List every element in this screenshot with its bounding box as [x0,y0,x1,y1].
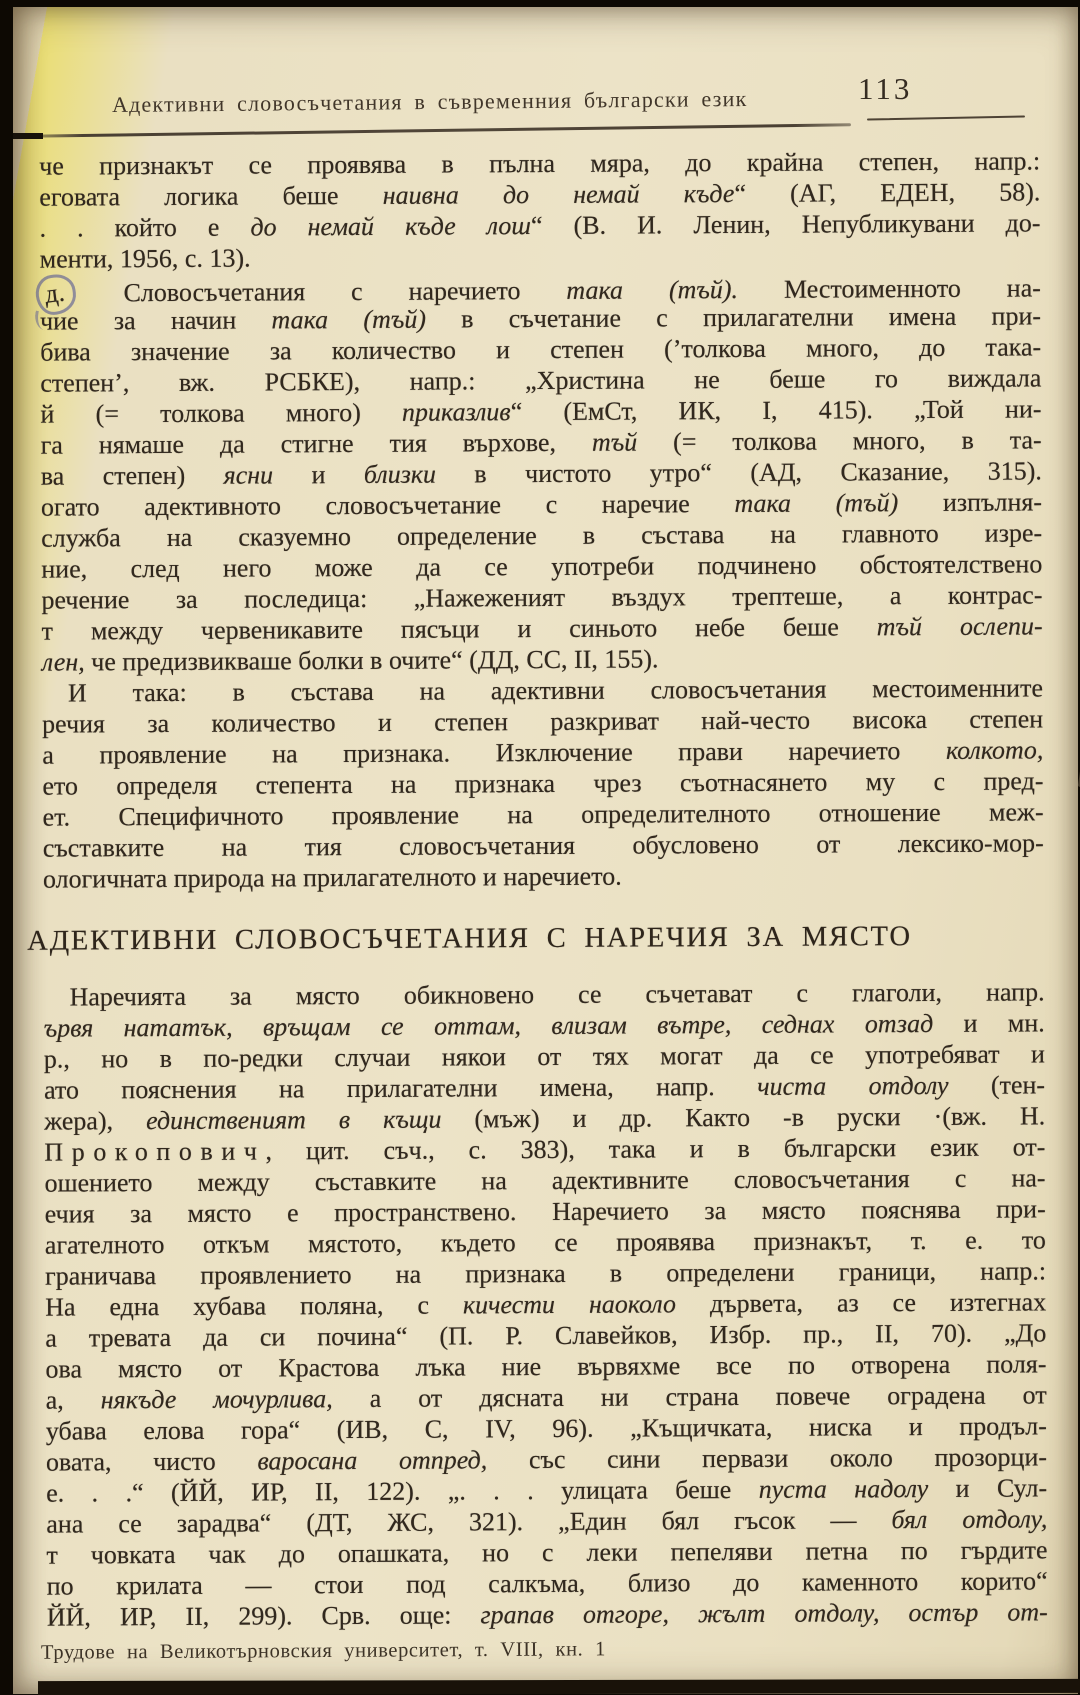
text-line [43,827,1044,863]
text-segment: и мн. [933,1008,1045,1038]
text-line [43,858,1044,894]
text-segment: “ (ЕмСт, ИК, I, 415). „Той ни- [510,394,1042,427]
text-segment: речия за количество и степен разкриват най-често висока степен [42,704,1044,739]
text-segment: агателното откъм мястото, където се проявява признакът, т. е. то [44,1225,1046,1260]
text-segment: овата, чисто [45,1446,258,1477]
text-segment: , цит. съч., с. 383), така и в български език от- [265,1132,1046,1166]
text-segment: пуста надолу [758,1473,929,1504]
text-segment: изпълня- [898,487,1043,518]
text-segment: ЙЙ, ИР, II, 299). Срв. още: [46,1600,481,1632]
text-segment: ологичната природа на прилагателното и наречието. [42,861,622,894]
text-segment: в съчетание с прилагателни имена при- [425,301,1042,334]
paragraph [40,269,1043,677]
text-segment: “ (В. И. Ленин, Непубликувани до- [530,208,1041,241]
text-segment: т човката чак до опашката, но с леки пепеляви петна по гърдите [46,1535,1048,1570]
text-segment: до немай къде лош [250,211,532,242]
text-segment: жера), [44,1106,147,1136]
text-segment: някъде мочурлива, [100,1384,333,1415]
text-segment: ато пояснения на прилагателни имена, напр. [43,1071,758,1105]
scanned-book-page [13,7,1078,1694]
text-segment: а от дясната ни страна повече оградена от [332,1380,1047,1414]
text-segment: р., но в по-редки случаи някои от тях могат да се употребяват и [43,1039,1045,1074]
text-segment: (= толкова много, в та- [637,425,1042,457]
text-segment: тъй ослепи- [876,611,1043,642]
text-segment: и Сул- [928,1473,1048,1503]
text-line [42,610,1043,646]
text-segment: а, [45,1385,101,1415]
text-segment: грапав отгоре, жълт отдолу, остър от- [480,1597,1048,1630]
text-line [39,207,1040,243]
text-segment: ние, след него може да се употреби подчинено обстоятелствено [41,549,1043,584]
text-segment: кичести наоколо [462,1289,677,1320]
bottom-scan-edge [38,1679,1080,1695]
text-segment: . . който е [39,212,251,243]
text-segment: убава елова гора“ (ИВ, С, IV, 96). „Къщичката, ниска и продъл- [45,1411,1047,1446]
text-line [47,1596,1048,1632]
text-body [27,145,1048,1632]
text-segment: бял отдолу, [891,1504,1048,1535]
text-segment: ошението между съставките на адективните словосъчетания с на- [44,1163,1046,1198]
text-segment: й (= толкова много) [40,397,403,429]
text-segment: наивна до немай къде [382,178,735,210]
text-segment: речение за последица: „Нажеженият въздух трептеше, а контрас- [41,580,1043,615]
text-segment: по крилата — стои под салкъма, близо до каменното корито“ [46,1566,1048,1601]
text-segment: дървета, аз се изтегнах [675,1287,1047,1319]
text-segment: съставките на тия словосъчетания обусловено от лексико-мор- [42,828,1044,863]
page-number: 113 [858,71,913,106]
text-segment: ва степен) [40,460,224,491]
text-segment: ясни [223,460,274,490]
text-segment: огато адективното словосъчетание с наречие [40,488,735,522]
text-segment: бива значение за количество и степен (’толкова много, до така- [40,332,1042,367]
paragraph [42,672,1044,894]
text-segment: ова място от Крастова лъка ние вървяхме все по отворена поля- [45,1349,1047,1384]
text-segment: чие за начин [39,305,272,336]
text-segment: “ (АГ, ЕДЕН, 58). [734,177,1041,208]
text-segment: чиста отдолу [757,1070,949,1101]
text-segment: така (тъй) [271,304,427,335]
text-segment: лен, [41,647,85,677]
text-segment: че признакът се проявява в пълна мяра, до крайна степен, напр.: [39,146,1041,181]
text-segment: ечия за място е пространствено. Наречието за място пояснява при- [44,1194,1046,1229]
text-segment: (тен- [948,1070,1046,1100]
text-segment: Местоименното на- [737,273,1041,304]
text-segment: ет. Специфичното проявление на определителното отношение меж- [42,797,1044,832]
text-segment: и [273,459,364,490]
text-segment: Словосъчетания с наречието [77,275,567,308]
text-segment: ана се зарадва“ (ДТ, ЖС, 321). „Един бял гъсок — [46,1505,892,1539]
text-segment: ървя нататък, връщам се оттам, влизам вътре, седнах отзад [43,1008,934,1043]
text-segment: граничава проявлението на признака в определени граници, напр.: [44,1256,1047,1291]
header-rule-long [25,123,851,137]
paragraph [43,976,1047,1632]
text-segment: единственият в къщи [145,1104,442,1136]
text-segment: (мъж) и др. Както -в руски ·(вж. Н. [441,1101,1046,1134]
text-segment: варосана отпред, [257,1445,488,1476]
text-segment: степен’, вж. РСБКЕ), напр.: „Христина не беше го виждала [40,363,1042,398]
text-segment: е. . .“ (ЙЙ, ИР, II, 122). „. . . улицата беше [46,1474,759,1508]
text-segment: тъй [591,427,638,457]
text-segment: еговата логика беше [39,180,383,212]
text-segment: колкото, [945,735,1044,765]
footer-imprint: Трудове на Великотърновския университет, т. VIII, кн. 1 [40,1638,606,1664]
text-segment: служба на сказуемно определение в състава на главното изре- [41,518,1043,553]
text-segment: а проявление на признака. Изключение прави наречието [42,735,947,770]
section-heading: АДЕКТИВНИ СЛОВОСЪЧЕТАНИЯ С НАРЕЧИЯ ЗА МЯСТО [27,921,912,957]
text-segment: га нямаше да стигне тия върхове, [40,427,592,460]
text-segment: ето определя степента на признака чрез съотнасянето му с пред- [42,766,1044,801]
text-segment: т между червеникавите пясъци и синьото небе беше [41,612,877,646]
text-segment: със сини первази около прозорци- [487,1442,1048,1475]
text-segment: приказлив [401,397,511,427]
text-segment: така (тъй) [734,488,899,518]
header-rule-stub [13,133,43,139]
text-segment: И така: в състава на адективни словосъчетания местоименните [67,673,1044,708]
header-rule-short [867,115,1025,120]
running-title: Адективни словосъчетания в съвременния български език [111,85,748,118]
text-segment: а тревата да си почина“ (П. Р. Славейков, Избр. пр., II, 70). „До [45,1318,1047,1353]
text-segment: така (тъй). [566,274,739,305]
text-segment: На една хубава поляна, с [45,1290,463,1322]
paragraph [39,145,1041,274]
text-segment: Прокопович [44,1136,266,1167]
text-segment: Наречията за място обикновено се съчетават с глаголи, напр. [69,977,1045,1012]
text-segment: в чистото утро“ (АД, Сказание, 315). [435,456,1042,489]
text-segment: менти, 1956, с. 13). [39,243,251,274]
text-segment: че предизвикваше болки в очите“ (ДД, СС, II, 155). [84,644,659,677]
text-segment: близки [363,459,437,489]
handwritten-circle-annotation: д. [34,272,78,317]
